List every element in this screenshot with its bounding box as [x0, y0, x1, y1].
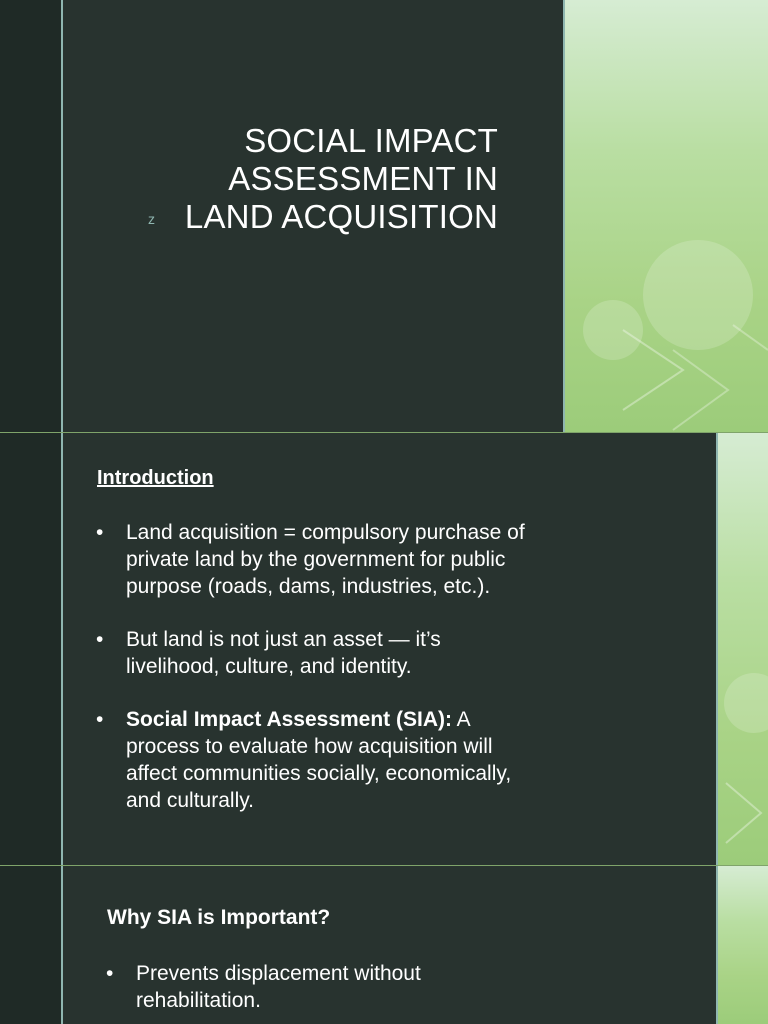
decorative-panel	[716, 433, 768, 865]
presentation-title	[185, 122, 498, 236]
slide-why-sia	[0, 866, 768, 1024]
bullet-text: But land is not just an asset — it’s livelihood, culture, and identity.	[126, 628, 441, 678]
panel-edge	[716, 866, 718, 1024]
accent-line	[61, 0, 63, 432]
left-strip	[0, 433, 61, 865]
bullet-text: A process to evaluate how acquisition will affect communities socially, economically, and culturally.	[126, 708, 512, 812]
title-line: LAND ACQUISITION	[184, 198, 498, 235]
list-item	[96, 626, 536, 680]
bullet-dot: •	[96, 628, 104, 651]
decorative-panel	[563, 0, 768, 432]
decorative-panel	[716, 866, 768, 1024]
slide-introduction	[0, 433, 768, 865]
bullet-dot: •	[96, 708, 104, 731]
chevron-decoration	[563, 320, 768, 432]
bullet-dot: •	[106, 962, 114, 985]
accent-line	[61, 433, 63, 865]
bokeh-circle	[724, 673, 768, 733]
list-item	[96, 706, 536, 814]
z-marker-icon: z	[148, 211, 155, 227]
left-strip	[0, 0, 61, 432]
chevron-decoration	[716, 763, 768, 863]
accent-line	[61, 866, 63, 1024]
bullet-list	[96, 519, 536, 814]
list-item	[96, 519, 536, 600]
section-heading: Introduction	[97, 467, 214, 489]
left-strip	[0, 866, 61, 1024]
bullet-text: Land acquisition = compulsory purchase of private land by the government for public purpose (roads, dams, industries, etc.).	[126, 521, 525, 598]
slide-title	[0, 0, 768, 432]
title-line: ASSESSMENT IN	[228, 160, 498, 197]
bullet-text: Prevents displacement without rehabilitation.	[136, 962, 421, 1012]
bullet-bold-term: Social Impact Assessment (SIA):	[126, 708, 452, 731]
title-line: SOCIAL IMPACT	[244, 122, 498, 159]
bullet-list	[106, 960, 526, 1014]
bullet-dot: •	[96, 521, 104, 544]
section-heading: Why SIA is Important?	[107, 906, 331, 929]
list-item	[106, 960, 526, 1014]
